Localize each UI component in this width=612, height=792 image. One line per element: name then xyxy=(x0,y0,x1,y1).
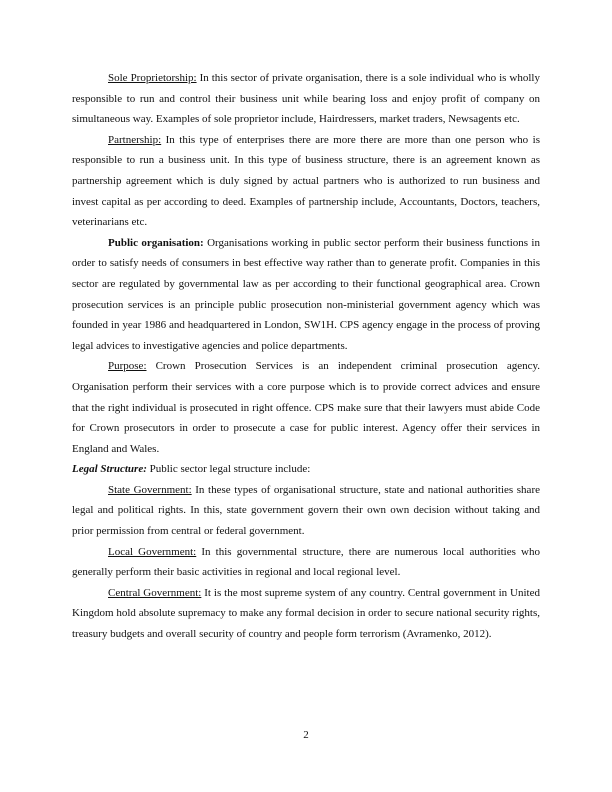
text-local-government: In this governmental structure, there are numerous local authorities who generally perform their basic activities in regional and local regional level. xyxy=(72,545,540,579)
heading-sole-proprietorship: Sole Proprietorship: xyxy=(108,72,197,84)
heading-central-government: Central Government: xyxy=(108,586,202,599)
paragraph-purpose xyxy=(72,356,540,459)
text-central-government: It is the most supreme system of any country. Central government in United Kingdom hold absolute supremacy to make any formal decision in order to secure national security rights, treasury budgets and overall security of country and people form terrorism (Avramenko, 2012). xyxy=(72,586,541,641)
text-public-organisation: Organisations working in public sector perform their business functions in order to satisfy needs of consumers in best effective way rather than to generate profit. Companies in this sector are regulated by governmental law as per according to their functional geographical area. Crown prosecution services is an principle public prosecution non-ministerial government agency which was founded in year 1986 and headquartered in London, SW1H. CPS agency engage in the process of proving legal advices to investigative agencies and police departments. xyxy=(72,236,540,352)
heading-state-government: State Government: xyxy=(108,483,192,496)
paragraph-partnership xyxy=(72,130,540,233)
paragraph-local-government xyxy=(72,542,540,583)
text-state-government: In these types of organisational structure, state and national authorities share legal and political rights. In this, state government govern their own own decision without taking and prior permission from central or federal government. xyxy=(72,483,540,538)
paragraph-state-government xyxy=(72,480,540,542)
document-page xyxy=(72,68,540,645)
text-sole-proprietorship: In this sector of private organisation, there is a sole individual who is wholly responsible to run and control their business unit while bearing loss and enjoy profit of company on simultaneous way. Examples of sole proprietor include, Hairdressers, market traders, Newsagents etc. xyxy=(72,72,540,126)
text-legal-structure: Public sector legal structure include: xyxy=(146,463,311,476)
page-number: 2 xyxy=(303,729,309,741)
heading-legal-structure: Legal Structure: xyxy=(72,463,147,476)
heading-local-government: Local Government: xyxy=(108,545,197,558)
paragraph-sole-proprietorship xyxy=(72,68,540,130)
paragraph-central-government xyxy=(72,583,540,645)
paragraph-legal-structure xyxy=(72,459,540,480)
text-purpose: Crown Prosecution Services is an independent criminal prosecution agency. Organisation perform their services with a core purpose which is to provide correct advices and ensure that the right individual is prosecuted in right offence. CPS make sure that their lawyers must abide Code for Crown prosecutors in order to prosecute a case for public interest. Agency offer their services in England and Wales. xyxy=(72,360,540,455)
heading-partnership: Partnership: xyxy=(108,133,162,146)
text-partnership: In this type of enterprises there are more there are more than one person who is responsible to run a business unit. In this type of business structure, there is an agreement known as partnership agreement which is duly signed by actual partners who is authorized to run business and invest capital as per according to deed. Examples of partnership include, Accountants, Doctors, teachers, veterinarians etc. xyxy=(72,133,540,229)
heading-public-organisation: Public organisation: xyxy=(108,236,204,249)
heading-purpose: Purpose: xyxy=(108,360,147,373)
paragraph-public-organisation xyxy=(72,233,540,357)
